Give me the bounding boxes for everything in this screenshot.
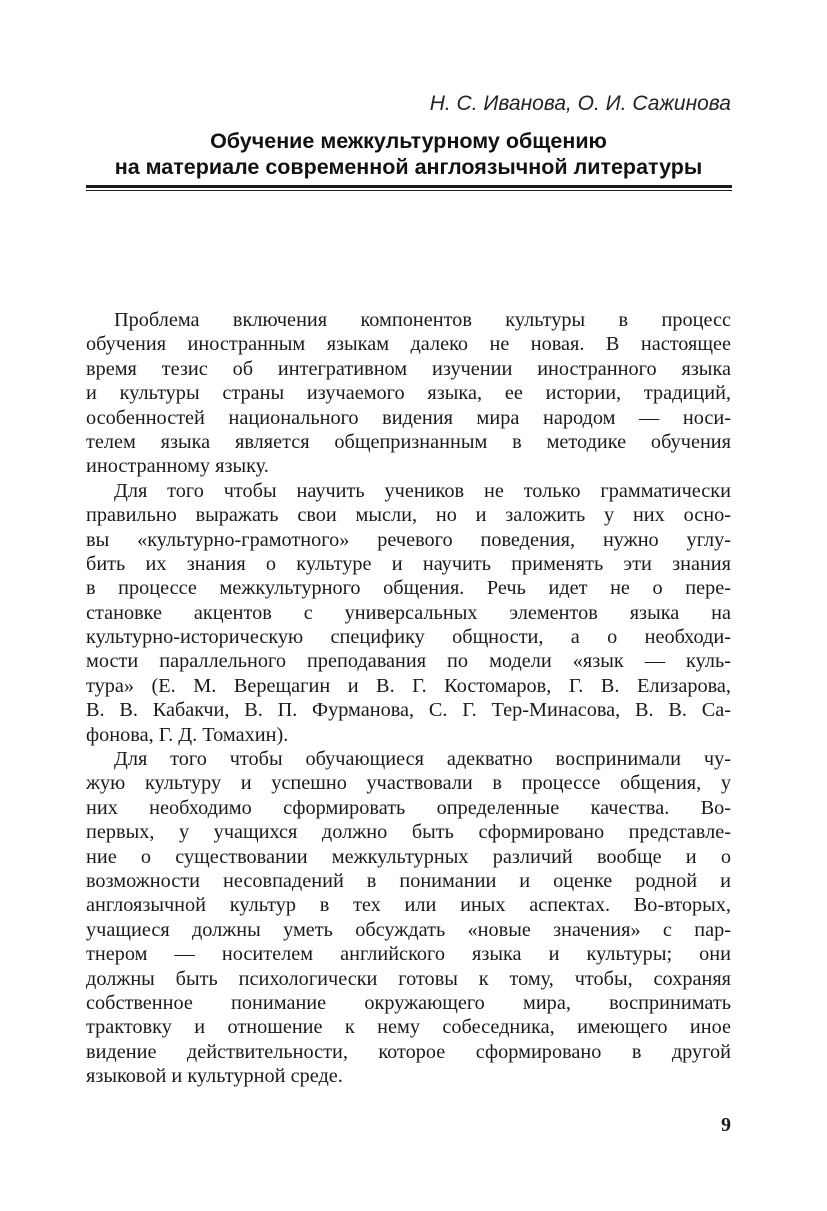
text-line: первых, у учащихся должно быть сформировано представле- [86, 821, 731, 844]
text-line: возможности несовпадений в понимании и оценке родной и [86, 869, 731, 892]
text-line: иностранному языку. [86, 455, 269, 478]
text-line: Для того чтобы обучающиеся адекватно воспринимали чу- [114, 748, 731, 771]
text-line: должны быть психологически готовы к тому, чтобы, сохраняя [86, 967, 731, 990]
article-title [86, 128, 731, 180]
text-line: них необходимо сформировать определенные качества. Во- [86, 796, 731, 819]
text-line: телем языка является общепризнанным в методике обучения [86, 430, 731, 453]
text-line: видение действительности, которое сформировано в другой [86, 1040, 731, 1063]
text-line: время тезис об интегративном изучении иностранного языка [86, 357, 731, 380]
text-line: языковой и культурной среде. [86, 1065, 343, 1088]
text-line: В. В. Кабакчи, В. П. Фурманова, С. Г. Тер-Минасова, В. В. Са- [86, 699, 731, 722]
text-line: мости параллельного преподавания по модели «язык — куль- [86, 650, 731, 673]
text-line: обучения иностранным языкам далеко не новая. В настоящее [86, 333, 731, 356]
title-line-2: на материале современной англоязычной литературы [114, 155, 703, 179]
authors-line: Н. С. Иванова, О. И. Сажинова [429, 92, 731, 115]
text-line: фонова, Г. Д. Томахин). [86, 723, 289, 746]
text-line: Проблема включения компонентов культуры в процесс [114, 309, 731, 331]
text-line: ние о существовании межкультурных различий вообще и о [86, 845, 731, 868]
paragraph-3 [86, 747, 731, 1088]
title-rule-thick [86, 185, 732, 188]
text-line: Для того чтобы научить учеников не только грамматически [114, 479, 731, 502]
body-text [86, 308, 731, 1089]
text-line: тнером — носителем английского языка и культуры; они [86, 943, 731, 966]
title-rule-thin [86, 190, 732, 191]
text-line: культурно-историческую специфику общности, а о необходи- [86, 626, 731, 649]
text-line: учащиеся должны уметь обсуждать «новые значения» с пар- [86, 918, 731, 941]
text-line: вы «культурно-грамотного» речевого поведения, нужно углу- [86, 528, 731, 551]
paragraph-2 [86, 479, 731, 747]
text-line: правильно выражать свои мысли, но и заложить у них осно- [86, 504, 731, 527]
page-number: 9 [721, 1114, 731, 1136]
text-line: в процессе межкультурного общения. Речь идет не о пере- [86, 577, 731, 600]
text-line: становке акцентов с универсальных элементов языка на [86, 601, 731, 624]
text-line: трактовку и отношение к нему собеседника, имеющего иное [86, 1016, 731, 1039]
text-line: особенностей национального видения мира народом — носи- [86, 406, 731, 429]
text-line: тура» (Е. М. Верещагин и В. Г. Костомаров, Г. В. Елизарова, [86, 674, 731, 697]
paragraph-1 [86, 308, 731, 479]
text-line: бить их знания о культуре и научить применять эти знания [86, 552, 731, 575]
text-line: жую культуру и успешно участвовали в процессе общения, у [86, 772, 731, 795]
title-line-1: Обучение межкультурному общению [210, 129, 607, 153]
text-line: англоязычной культур в тех или иных аспектах. Во-вторых, [86, 894, 731, 917]
text-line: собственное понимание окружающего мира, воспринимать [86, 991, 731, 1014]
text-line: и культуры страны изучаемого языка, ее истории, традиций, [86, 382, 731, 405]
